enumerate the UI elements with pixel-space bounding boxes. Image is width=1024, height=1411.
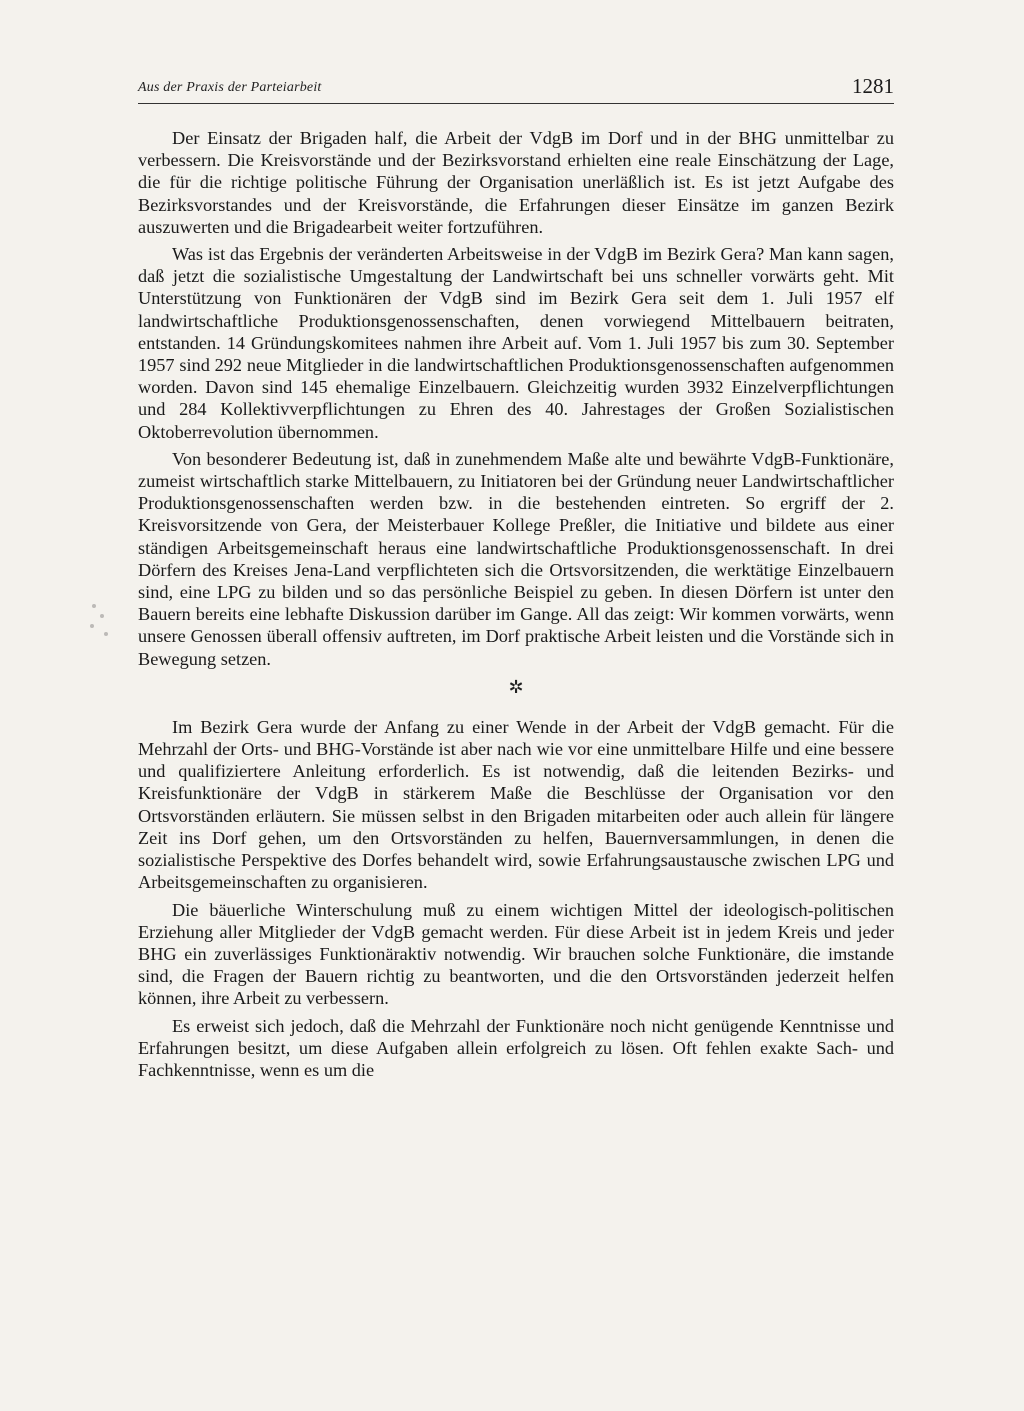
body-text bbox=[138, 127, 894, 1086]
paragraph: Was ist das Ergebnis der veränderten Arbeitsweise in der VdgB im Bezirk Gera? Man kann sagen, daß jetzt die sozialistische Umgestaltung der Landwirtschaft bei uns schneller vorwärts geht. Mit Unterstützung von Funktionären der VdgB sind im Bezirk Gera seit dem 1. Juli 1957 elf landwirtschaftliche Produktionsgenossenschaften, denen vorwiegend Mittelbauern beitraten, entstanden. 14 Gründungskomitees nahmen ihre Arbeit auf. Vom 1. Juli 1957 bis zum 30. September 1957 sind 292 neue Mitglieder in die landwirtschaftlichen Produktionsgenossenschaften aufgenommen worden. Davon sind 145 ehemalige Einzelbauern. Gleichzeitig wurden 3932 Einzelverpflichtungen und 284 Kollektivverpflichtungen zu Ehren des 40. Jahrestages der Großen Sozialistischen Oktoberrevolution übernommen. bbox=[138, 244, 894, 442]
page-number: 1281 bbox=[852, 74, 894, 98]
page-header bbox=[138, 74, 894, 104]
header-rule bbox=[138, 103, 894, 104]
paragraph: Im Bezirk Gera wurde der Anfang zu einer Wende in der Arbeit der VdgB gemacht. Für die Mehrzahl der Orts- und BHG-Vorstände ist aber nach wie vor eine unmittelbare Hilfe und eine bessere und qualifiziertere Anleitung erforderlich. Es ist notwendig, daß die leitenden Bezirks- und Kreisfunktionäre der VdgB in stärkerem Maße die Beschlüsse der Organisation vor den Ortsvorständen erläutern. Sie müssen selbst in den Brigaden mitarbeiten oder auch allein für längere Zeit ins Dorf gehen, um den Ortsvorständen zu helfen, Bauernversammlungen, in denen die sozialistische Perspektive des Dorfes behandelt wird, sowie Erfahrungsaustausche zwischen LPG und Arbeitsgemeinschaften zu organisieren. bbox=[138, 716, 894, 893]
paper-speck-mark bbox=[86, 600, 116, 650]
paragraph: Die bäuerliche Winterschulung muß zu einem wichtigen Mittel der ideologisch-politischen Erziehung aller Mitglieder der VdgB gemacht werden. Für diese Arbeit ist in jedem Kreis und jeder BHG ein zuverlässiges Funktionäraktiv notwendig. Wir brauchen solche Funktionäre, die imstande sind, die Fragen der Bauern richtig zu beantworten, und die den Ortsvorständen jederzeit helfen können, ihre Arbeit zu verbessern. bbox=[138, 899, 894, 1009]
paragraph: Der Einsatz der Brigaden half, die Arbeit der VdgB im Dorf und in der BHG unmittelbar zu verbessern. Die Kreisvorstände und der Bezirksvorstand erhielten eine reale Einschätzung der Lage, die für die richtige politische Führung der Organisation unerläßlich ist. Es ist jetzt Aufgabe des Bezirksvorstandes und der Kreisvorstände, die Erfahrungen dieser Einsätze im ganzen Bezirk auszuwerten und die Brigadearbeit weiter fortzuführen. bbox=[138, 128, 894, 237]
section-separator-icon: ✲ bbox=[508, 676, 524, 697]
paragraph: Es erweist sich jedoch, daß die Mehrzahl der Funktionäre noch nicht genügende Kenntnisse und Erfahrungen besitzt, um diese Aufgaben allein erfolgreich zu lösen. Oft fehlen exakte Sach- und Fachkenntnisse, wenn es um die bbox=[138, 1015, 894, 1080]
paragraph: Von besonderer Bedeutung ist, daß in zunehmendem Maße alte und bewährte VdgB-Funktionäre, zumeist wirtschaftlich starke Mittelbauern, zu Initiatoren bei der Gründung neuer Landwirtschaftlicher Produktionsgenossenschaften werden bzw. in die bestehenden eintreten. So ergriff der 2. Kreisvorsitzende von Gera, der Meisterbauer Kollege Preßler, die Initiative und bildete aus einer ständigen Arbeitsgemeinschaft heraus eine landwirtschaftliche Produktionsgenossenschaft. In drei Dörfern des Kreises Jena-Land verpflichteten sich die Ortsvorsitzenden, die werktätige Einzelbauern sind, eine LPG zu bilden und so das persönliche Beispiel zu geben. In diesen Dörfern ist unter den Bauern bereits eine lebhafte Diskussion darüber im Gange. All das zeigt: Wir kommen vorwärts, wenn unsere Genossen überall offensiv auftreten, im Dorf praktische Arbeit leisten und die Vorstände sich in Bewegung setzen. bbox=[138, 448, 894, 669]
running-head: Aus der Praxis der Parteiarbeit bbox=[138, 80, 322, 95]
